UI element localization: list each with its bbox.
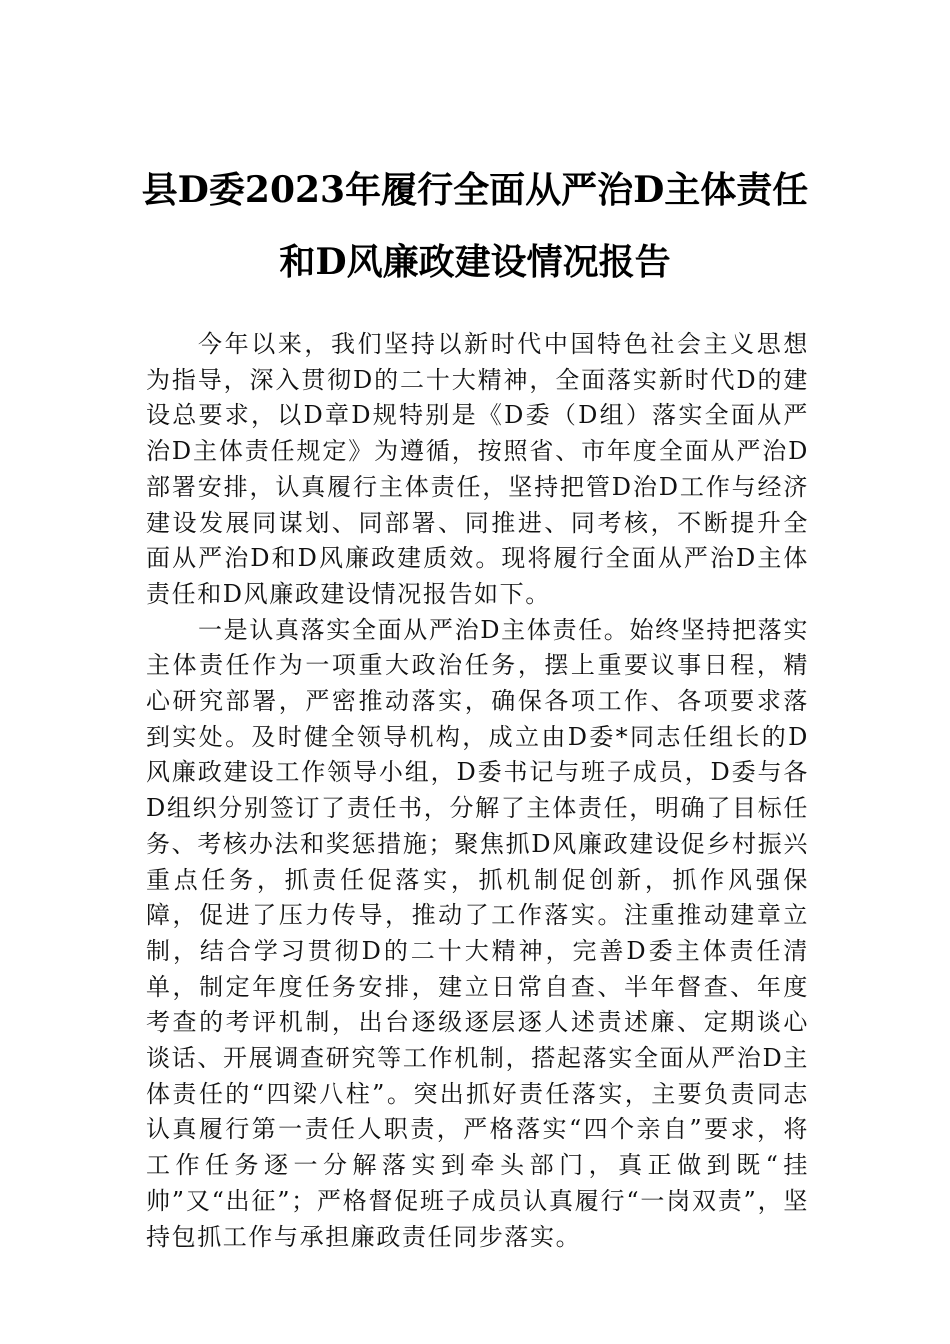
report-title-line-2: 和D风廉政建设情况报告 bbox=[279, 241, 671, 283]
paragraph-section-one: 一是认真落实全面从严治D主体责任。始终坚持把落实主体责任作为一项重大政治任务，摆上重要议事日程，精心研究部署，严密推动落实，确保各项工作、各项要求落到实处。及时健全领导机构，成立由D委*同志任组长的D风廉政建设工作领导小组，D委书记与班子成员，D委与各D组织分别签订了责任书，分解了主体责任，明确了目标任务、考核办法和奖惩措施；聚焦抓D风廉政建设促乡村振兴重点任务，抓责任促落实，抓机制促创新，抓作风强保障，促进了压力传导，推动了工作落实。注重推动建章立制，结合学习贯彻D的二十大精神，完善D委主体责任清单，制定年度任务安排，建立日常自查、半年督查、年度考查的考评机制，出台逐级逐层逐人述责述廉、定期谈心谈话、开展调查研究等工作机制，搭起落实全面从严治D主体责任的“四梁八柱”。突出抓好责任落实，主要负责同志认真履行第一责任人职责，严格落实“四个亲自”要求，将工作任务逐一分解落实到牵头部门，真正做到既“挂帅”又“出征”；严格督促班子成员认真履行“一岗双责”，坚持包抓工作与承担廉政责任同步落实。 bbox=[146, 615, 809, 1251]
paragraph-intro: 今年以来，我们坚持以新时代中国特色社会主义思想为指导，深入贯彻D的二十大精神，全面落实新时代D的建设总要求，以D章D规特别是《D委（D组）落实全面从严治D主体责任规定》为遵循，按照省、市年度全面从严治D部署安排，认真履行主体责任，坚持把管D治D工作与经济建设发展同谋划、同部署、同推进、同考核，不断提升全面从严治D和D风廉政建质效。现将履行全面从严治D主体责任和D风廉政建设情况报告如下。 bbox=[146, 330, 809, 608]
report-title-line-1: 县D委2023年履行全面从严治D主体责任 bbox=[141, 169, 809, 211]
report-body bbox=[146, 327, 809, 1255]
